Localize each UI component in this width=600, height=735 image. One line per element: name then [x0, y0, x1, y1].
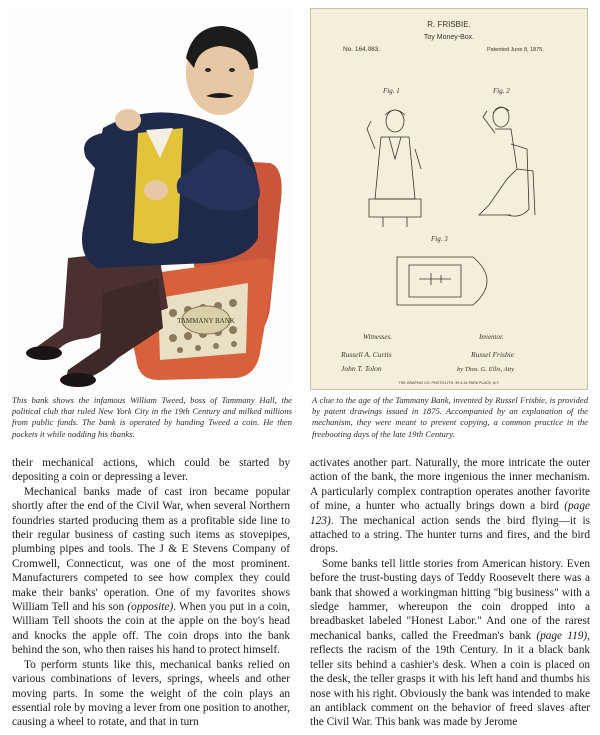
lower-hand: [144, 180, 168, 200]
body-left-paragraph-3: To perform stunts like this, mechanical banks relied on various combinations of levers, springs, wheels and other moving parts. In some the weight of the coin plays an essential role by moving a lever from one position to another, causing a wheel to rotate, and that in turn: [12, 658, 290, 729]
page-reference: (page 119): [536, 629, 588, 642]
fig1-label: Fig. 1: [383, 87, 400, 95]
witness-signature-2: John T. Tolon: [341, 364, 382, 373]
fig3-drawing: [397, 257, 487, 305]
fig3-label: Fig. 3: [431, 235, 448, 243]
body-column-left: [12, 456, 290, 730]
raised-hand: [115, 109, 141, 131]
witnesses-label: Witnesses.: [363, 333, 392, 341]
patent-title: Toy Money-Box.: [423, 34, 475, 41]
body-left-paragraph-1: their mechanical actions, which could be started by depositing a coin or depressing a lever.: [12, 457, 290, 484]
patent-footer: THE GRAPHIC CO. PHOTO-LITH. 39 & 41 PARK PLACE, N.Y.: [398, 381, 500, 385]
patent-drawing: [310, 8, 588, 390]
inventor-signature-2: by Thos. G. Ellis, Atty: [457, 366, 515, 373]
left-eye: [205, 68, 211, 72]
left-shoe: [26, 346, 62, 360]
page-reference: (opposite): [127, 601, 174, 614]
patent-inventor: R. FRISBIE.: [427, 20, 471, 29]
patent-number: No. 164,083.: [343, 46, 381, 53]
page-reference: (page 123): [310, 500, 590, 527]
fig2-label: Fig. 2: [493, 87, 510, 95]
right-eye: [229, 68, 235, 72]
witness-signature-1: Russell A. Curtis: [341, 350, 392, 359]
caption-left: This bank shows the infamous William Tweed, boss of Tammany Hall, the political club that ruled New York City in the 19th Century and milked millions from public funds. The bank is operated by handing Tweed a coin. He then pockets it while nodding his thanks.: [12, 395, 292, 439]
body-column-right: [310, 456, 590, 730]
inventor-label: Inventor.: [479, 333, 504, 341]
body-right-paragraph-1: activates another part. Naturally, the more intricate the outer action of the bank, the more ingenious the inner mechanism. A particularly complex contraption operates another favorite of mine, a hunter who actually brings down a bird (page 123). The mechanical action sends the bird flying—it is attached to a string. The hunter turns and fires, and the bird drops.: [310, 457, 590, 556]
plaque-text: TAMMANY BANK: [177, 317, 235, 325]
tammany-bank-figure: [8, 8, 290, 390]
body-right-paragraph-2: Some banks tell little stories from American history. Even before the trust-busting days of Teddy Roosevelt there was a bank that showed a workingman hitting "big business" with a sledge hammer, whereupon the coin dropped into a breadbasket labeled "Honest Labor." And one of the rarest mechanical banks, called the Freedman's bank (page 119), reflects the racism of the 19th Century. In it a black bank teller sits behind a cashier's desk. When a coin is placed on the desk, the teller grasps it with his left hand and thumbs his nose with his right. Obviously the bank was intended to make an antiblack comment on the behavior of freed slaves after the Civil War. This bank was made by Jerome: [310, 557, 590, 729]
tammany-bank-photo: [8, 8, 290, 390]
body-left-paragraph-2: Mechanical banks made of cast iron became popular shortly after the end of the Civil War, when several Northern foundries started producing them as a profitable side line to their regular business of casting such items as stovepipes, plumbing pipes and tools. The J & E Stevens Company of Cromwell, Connecticut, was one of the most prominent. Manufacturers competed to see how complex they could make their banks' operation. One of my favorites shows William Tell and his son (opposite). When you put in a coin, William Tell shoots the coin at the apple on the boy's head and knocks the apple off. The coin drops into the bank behind the son, who then raises his hand to protect himself.: [12, 485, 291, 657]
patent-figure: [311, 9, 587, 389]
right-shoe: [60, 373, 96, 387]
patent-date: Patented June 8, 1875.: [487, 47, 544, 53]
fig1-drawing: [367, 110, 421, 227]
caption-right: A clue to the age of the Tammany Bank, invented by Russel Frisbie, is provided by patent drawings issued in 1875. Accompanied by an explanation of the mechanism, they were meant to prevent copying, a common practice in the freebooting days of the late 19th Century.: [312, 395, 588, 439]
fig2-drawing: [479, 107, 535, 216]
inventor-signature-1: Russel Frisbie: [471, 350, 515, 359]
